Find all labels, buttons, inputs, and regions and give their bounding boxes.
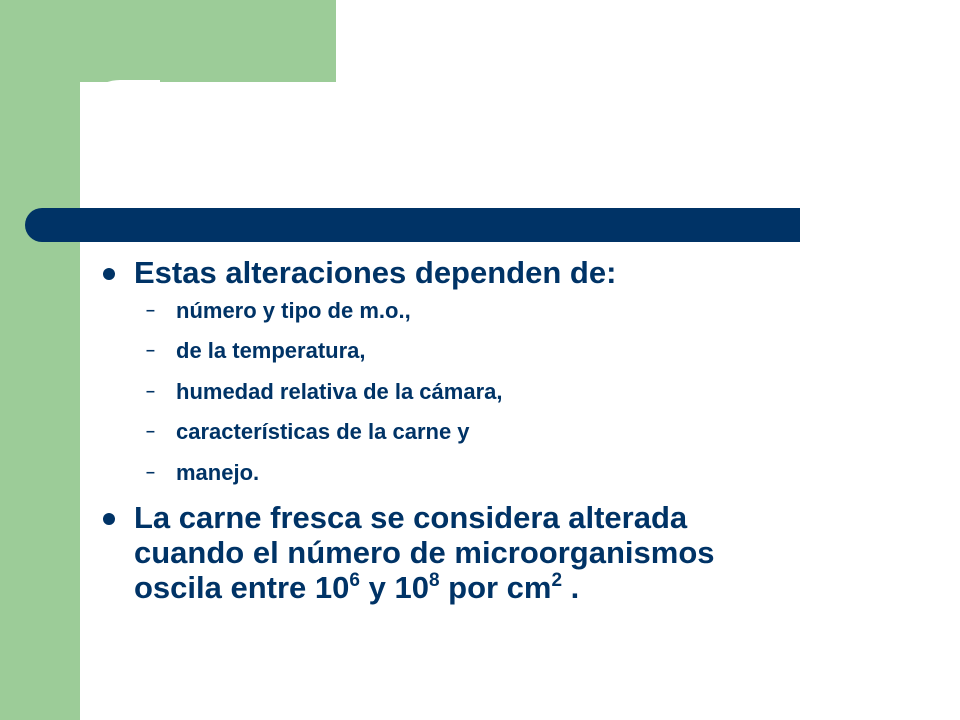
dash-icon: – xyxy=(146,382,155,400)
sub-bullet-text: de la temperatura, xyxy=(176,338,366,364)
bullet-item xyxy=(100,255,860,290)
exponent: 6 xyxy=(349,569,360,591)
bullet-text: Estas alteraciones dependen de: xyxy=(134,255,617,290)
title-bar xyxy=(25,208,800,242)
exponent: 8 xyxy=(428,569,440,591)
decor-green-sidebar xyxy=(0,0,80,720)
decor-white-corner xyxy=(80,80,160,160)
bullet-text-line: y 10 xyxy=(359,569,429,605)
bullet-dot-icon xyxy=(103,268,115,280)
sub-bullet-text: manejo. xyxy=(176,459,260,485)
bullet-text-line: La carne fresca se considera alterada xyxy=(134,499,688,535)
slide-body xyxy=(100,255,860,605)
dash-icon: – xyxy=(146,342,155,360)
sub-bullet-text: número y tipo de m.o., xyxy=(176,298,411,323)
bullet-text-line: por cm xyxy=(439,569,552,605)
sub-bullet-item xyxy=(100,337,860,364)
bullet-text-line: . xyxy=(562,569,580,605)
bullet-text-line: oscila entre 10 xyxy=(134,569,350,605)
bullet-text-line: cuando el número de microorganismos xyxy=(134,534,715,570)
dash-icon: – xyxy=(146,302,155,319)
sub-bullet-text: humedad relativa de la cámara, xyxy=(176,378,503,404)
sub-bullet-item xyxy=(100,297,860,324)
sub-bullet-item xyxy=(100,378,860,405)
exponent: 2 xyxy=(551,569,563,591)
dash-icon: – xyxy=(146,463,155,481)
dash-icon: – xyxy=(146,423,155,441)
sub-bullet-item xyxy=(100,459,860,486)
bullet-item xyxy=(100,500,860,605)
sub-bullet-list xyxy=(100,297,860,486)
sub-bullet-item xyxy=(100,418,860,445)
sub-bullet-text: características de la carne y xyxy=(176,419,470,445)
bullet-dot-icon xyxy=(103,513,115,525)
